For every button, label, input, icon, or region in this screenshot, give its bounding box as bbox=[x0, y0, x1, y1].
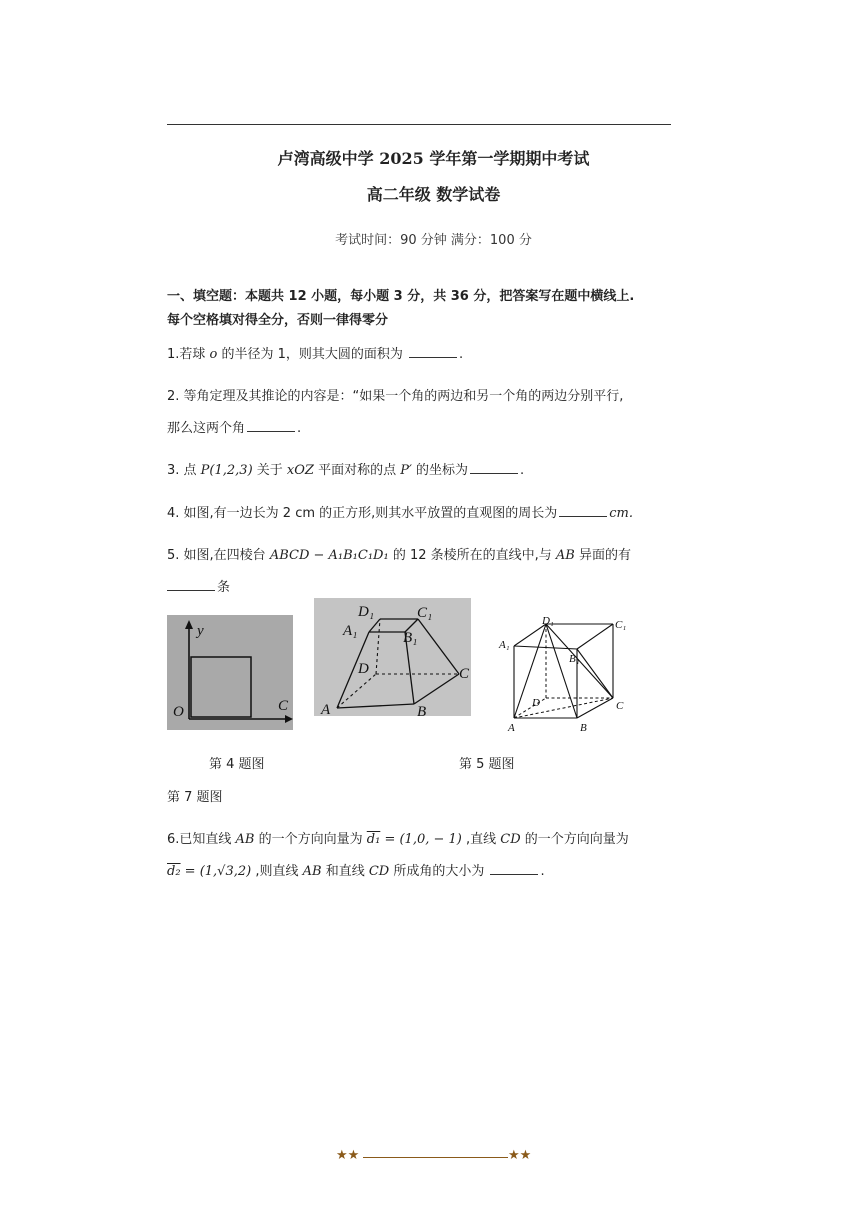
fig5-label-b: B bbox=[417, 704, 427, 716]
fig7-label-c: C bbox=[616, 700, 624, 712]
fig7-label-a: A bbox=[508, 722, 515, 734]
page-footer bbox=[336, 1145, 536, 1165]
fig4-label-o: O bbox=[173, 704, 184, 720]
question-2-line1: 2. 等角定理及其推论的内容是：“如果一个角的两边和另一个角的两边分别平行, bbox=[167, 389, 624, 404]
section-heading-line2: 每个空格填对得全分，否则一律得零分 bbox=[167, 313, 389, 328]
exam-subtitle: 高二年级 数学试卷 bbox=[366, 185, 501, 204]
fig7-label-b: B bbox=[580, 722, 587, 734]
fig7-label-a1: A₁ bbox=[499, 639, 510, 651]
vector-d1: d₁ bbox=[366, 832, 381, 847]
answer-blank-1[interactable] bbox=[409, 346, 457, 358]
question-1: 1.若球 o 的半径为 1，则其大圆的面积为 . bbox=[167, 347, 464, 362]
exam-meta: 考试时间：90 分钟 满分：100 分 bbox=[335, 233, 532, 248]
fig7-label-c1: C₁ bbox=[615, 619, 627, 631]
question-5-line1: 5. 如图,在四棱台 ABCD − A₁B₁C₁D₁ 的 12 条棱所在的直线中,与 AB 异面的有 bbox=[167, 548, 631, 563]
caption-figure-4: 第 4 题图 bbox=[209, 757, 265, 772]
section-heading-line1: 一、填空题：本题共 12 小题，每小题 3 分，共 36 分，把答案写在题中横线上. bbox=[167, 289, 635, 304]
caption-figure-7: 第 7 题图 bbox=[167, 790, 223, 805]
footer-star-left: ★★ bbox=[336, 1148, 360, 1163]
fig4-label-y: y bbox=[197, 623, 204, 639]
figure-4 bbox=[167, 615, 293, 730]
answer-blank-6[interactable] bbox=[490, 863, 538, 875]
q1-var: o bbox=[209, 347, 218, 362]
figure-7 bbox=[498, 614, 634, 736]
answer-blank-3[interactable] bbox=[470, 462, 518, 474]
fig5-label-a: A bbox=[321, 702, 331, 716]
fig5-label-d1: D₁ bbox=[358, 604, 375, 620]
exam-title: 卢湾高级中学 2025 学年第一学期期中考试 bbox=[277, 149, 590, 168]
fig5-label-a1: A₁ bbox=[343, 623, 358, 639]
footer-star-right: ★★ bbox=[508, 1148, 532, 1163]
top-rule bbox=[167, 124, 671, 125]
answer-blank-4[interactable] bbox=[559, 505, 607, 517]
question-2-line2: 那么这两个角 . bbox=[167, 421, 302, 436]
fig7-label-d: D bbox=[532, 697, 540, 709]
question-5-line2: 条 bbox=[167, 576, 230, 595]
fig7-label-b1: B₁ bbox=[569, 653, 580, 665]
question-3: 3. 点 P(1,2,3) 关于 xOZ 平面对称的点 P′ 的坐标为 . bbox=[167, 463, 525, 478]
answer-blank-2[interactable] bbox=[247, 420, 295, 432]
fig5-label-d: D bbox=[358, 661, 369, 677]
answer-blank-5[interactable] bbox=[167, 579, 215, 591]
fig5-label-c1: C₁ bbox=[417, 605, 433, 621]
fig5-label-b1: B₁ bbox=[403, 630, 418, 646]
footer-rule bbox=[363, 1157, 508, 1158]
fig4-label-c: C bbox=[278, 698, 289, 714]
vector-d2: d₂ bbox=[167, 864, 181, 879]
question-6-line2: d₂ = (1,√3,2) ,则直线 AB 和直线 CD 所成角的大小为 . bbox=[167, 864, 545, 879]
caption-figure-5: 第 5 题图 bbox=[459, 757, 515, 772]
fig5-label-c: C bbox=[459, 666, 470, 682]
figure-5 bbox=[314, 598, 471, 716]
fig7-label-d1: D₁ bbox=[542, 615, 554, 627]
question-6-line1: 6.已知直线 AB 的一个方向向量为 d₁ = (1,0, − 1) ,直线 CD 的一个方向向量为 bbox=[167, 832, 629, 847]
question-4: 4. 如图,有一边长为 2 cm 的正方形,则其水平放置的直观图的周长为 cm. bbox=[167, 506, 634, 521]
